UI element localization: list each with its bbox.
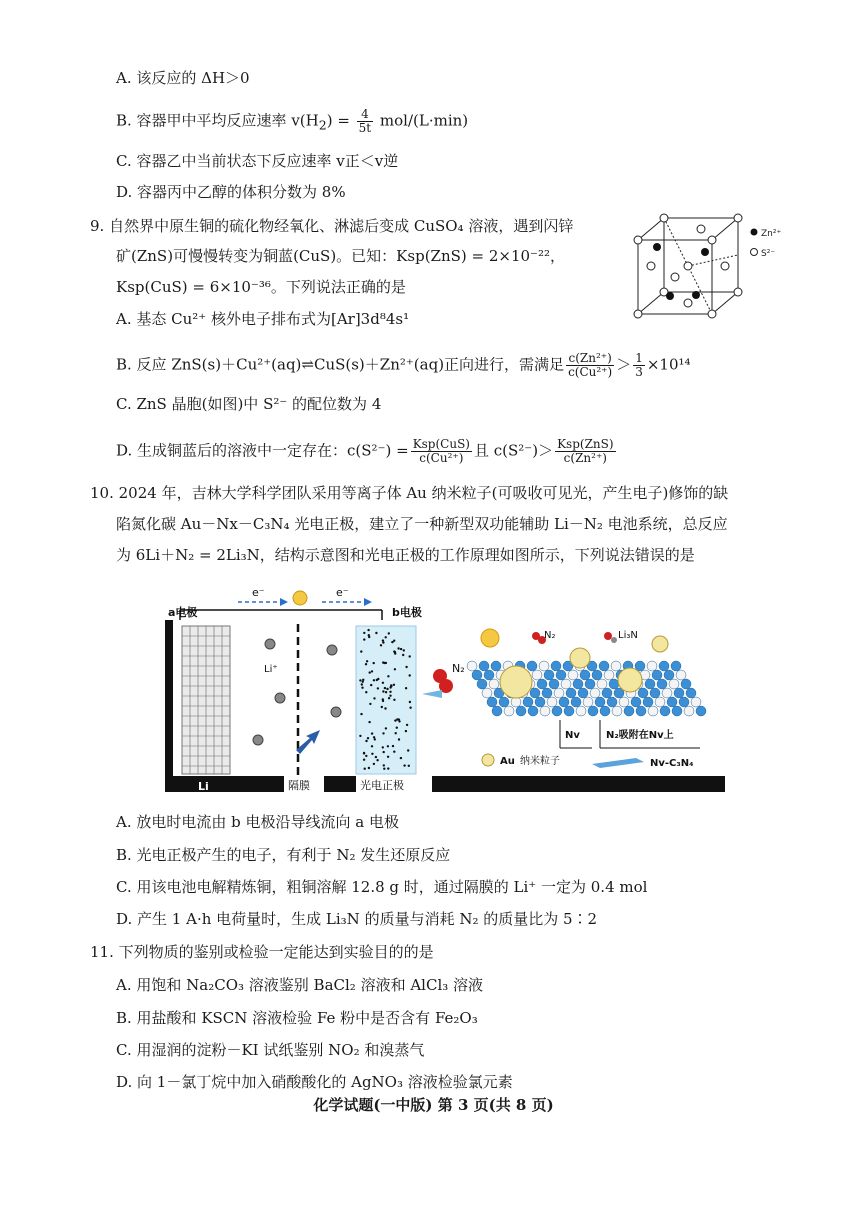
sun-icon bbox=[481, 629, 499, 647]
a-electrode-label: a电极 bbox=[168, 606, 198, 619]
legend-s-label: S²⁻ bbox=[761, 249, 776, 259]
q8-b-num: 4 bbox=[357, 108, 373, 122]
q9-b-fraction2 bbox=[633, 352, 645, 379]
n2-adsorb-label: N₂吸附在Nv上 bbox=[606, 730, 674, 741]
electron-label-2: e⁻ bbox=[336, 586, 349, 599]
q9-d-den2: c(Zn²⁺) bbox=[563, 451, 607, 465]
q9-option-c: C. ZnS 晶胞(如图)中 S²⁻ 的配位数为 4 bbox=[116, 395, 382, 413]
q8-b-post: mol/(L·min) bbox=[375, 111, 469, 130]
q9-b-num: c(Zn²⁺) bbox=[566, 352, 614, 366]
q9-b-den: c(Cu²⁺) bbox=[568, 365, 613, 379]
q8-b-den: 5t bbox=[358, 121, 372, 135]
q9-option-a: A. 基态 Cu²⁺ 核外电子排布式为[Ar]3d⁸4s¹ bbox=[116, 310, 410, 328]
q10-stem-line1: 10. 2024 年，吉林大学科学团队采用等离子体 Au 纳米粒子(可吸收可见光，产生电子)修饰的缺 bbox=[90, 484, 729, 502]
q10-option-b: B. 光电正极产生的电子，有利于 N₂ 发生还原反应 bbox=[116, 846, 451, 864]
q11-stem: 11. 下列物质的鉴别或检验一定能达到实验目的的是 bbox=[90, 943, 434, 961]
q9-d-fraction1 bbox=[411, 438, 472, 465]
q9-option-b bbox=[116, 352, 691, 379]
q9-stem-line2: 矿(ZnS)可慢慢转变为铜蓝(CuS)。已知：Ksp(ZnS) = 2×10⁻²²， bbox=[116, 247, 565, 265]
q8-b-pre: B. 容器甲中平均反应速率 v(H bbox=[116, 111, 319, 130]
q11-option-d: D. 向 1－氯丁烷中加入硝酸酸化的 AgNO₃ 溶液检验氯元素 bbox=[116, 1073, 513, 1091]
q9-d-num2: Ksp(ZnS) bbox=[557, 437, 614, 451]
q9-d-pre: D. 生成铜蓝后的溶液中一定存在：c(S²⁻) = bbox=[116, 441, 409, 460]
q8-option-c: C. 容器乙中当前状态下反应速率 v正＜v逆 bbox=[116, 152, 399, 170]
q9-stem-line1: 9. 自然界中原生铜的硫化物经氧化、淋滤后变成 CuSO₄ 溶液，遇到闪锌 bbox=[90, 217, 574, 235]
q10-option-c: C. 用该电池电解精炼铜，粗铜溶解 12.8 g 时，通过隔膜的 Li⁺ 一定为 0.4 mol bbox=[116, 878, 648, 896]
li-ion-label: Li⁺ bbox=[264, 664, 278, 675]
legend-zn-label: Zn²⁺ bbox=[761, 229, 782, 239]
q8-b-mid: ) = bbox=[326, 111, 355, 130]
q10-stem-line3: 为 6Li＋N₂ = 2Li₃N，结构示意图和光电正极的工作原理如图所示，下列说法错误的是 bbox=[116, 546, 695, 564]
q8-b-sub: 2 bbox=[318, 117, 327, 133]
zns-unit-cell-figure bbox=[626, 210, 782, 328]
au-label: Au bbox=[500, 756, 515, 767]
photo-cathode-label: 光电正极 bbox=[360, 779, 404, 792]
q9-stem-line3: Ksp(CuS) = 6×10⁻³⁶。下列说法正确的是 bbox=[116, 278, 406, 296]
q11-option-b: B. 用盐酸和 KSCN 溶液检验 Fe 粉中是否含有 Fe₂O₃ bbox=[116, 1009, 478, 1027]
q11-option-a: A. 用饱和 Na₂CO₃ 溶液鉴别 BaCl₂ 溶液和 AlCl₃ 溶液 bbox=[116, 976, 484, 994]
q10-option-d: D. 产生 1 A·h 电荷量时，生成 Li₃N 的质量与消耗 N₂ 的质量比为 5∶2 bbox=[116, 910, 598, 928]
li-electrode-label: Li bbox=[198, 780, 209, 793]
q9-b-pre: B. 反应 ZnS(s)＋Cu²⁺(aq)⇌CuS(s)＋Zn²⁺(aq)正向进行，需满足 bbox=[116, 355, 565, 374]
q9-b-gt: ＞ bbox=[616, 355, 632, 374]
q9-b-post: ×10¹⁴ bbox=[646, 355, 691, 374]
b-electrode-label: b电极 bbox=[392, 606, 422, 619]
q11-option-c: C. 用湿润的淀粉－KI 试纸鉴别 NO₂ 和溴蒸气 bbox=[116, 1041, 425, 1059]
nv-c3n4-label: Nv-C₃N₄ bbox=[650, 758, 694, 769]
q9-b-den2: 3 bbox=[635, 365, 643, 379]
separator-label: 隔膜 bbox=[288, 779, 310, 792]
q9-b-num2: 1 bbox=[635, 351, 643, 365]
q10-option-a: A. 放电时电流由 b 电极沿导线流向 a 电极 bbox=[116, 813, 399, 831]
q9-d-mid: 且 c(S²⁻)＞ bbox=[474, 441, 554, 460]
q8-b-fraction bbox=[357, 108, 373, 135]
au-desc-label: 纳米粒子 bbox=[520, 756, 560, 767]
page-footer: 化学试题(一中版) 第 3 页(共 8 页) bbox=[313, 1096, 554, 1114]
q8-option-b bbox=[116, 108, 468, 136]
light-bulb-icon bbox=[293, 591, 307, 605]
q9-b-fraction bbox=[566, 352, 614, 379]
q8-option-d: D. 容器丙中乙醇的体积分数为 8% bbox=[116, 183, 346, 201]
q9-d-num1: Ksp(CuS) bbox=[412, 437, 470, 451]
q8-option-a: A. 该反应的 ΔH＞0 bbox=[116, 69, 250, 87]
nv-label: Nv bbox=[565, 730, 580, 741]
q9-d-den1: c(Cu²⁺) bbox=[419, 451, 464, 465]
n2-right-label: N₂ bbox=[544, 630, 556, 641]
n2-label: N₂ bbox=[452, 662, 465, 675]
q9-option-d bbox=[116, 438, 618, 465]
electron-label-1: e⁻ bbox=[252, 586, 265, 599]
q9-d-fraction2 bbox=[555, 438, 615, 465]
battery-structure-figure bbox=[160, 580, 730, 800]
li3n-label: Li₃N bbox=[618, 630, 638, 641]
q10-stem-line2: 陷氮化碳 Au－Nx－C₃N₄ 光电正极，建立了一种新型双功能辅助 Li－N₂ 电池系统，总反应 bbox=[116, 515, 728, 533]
